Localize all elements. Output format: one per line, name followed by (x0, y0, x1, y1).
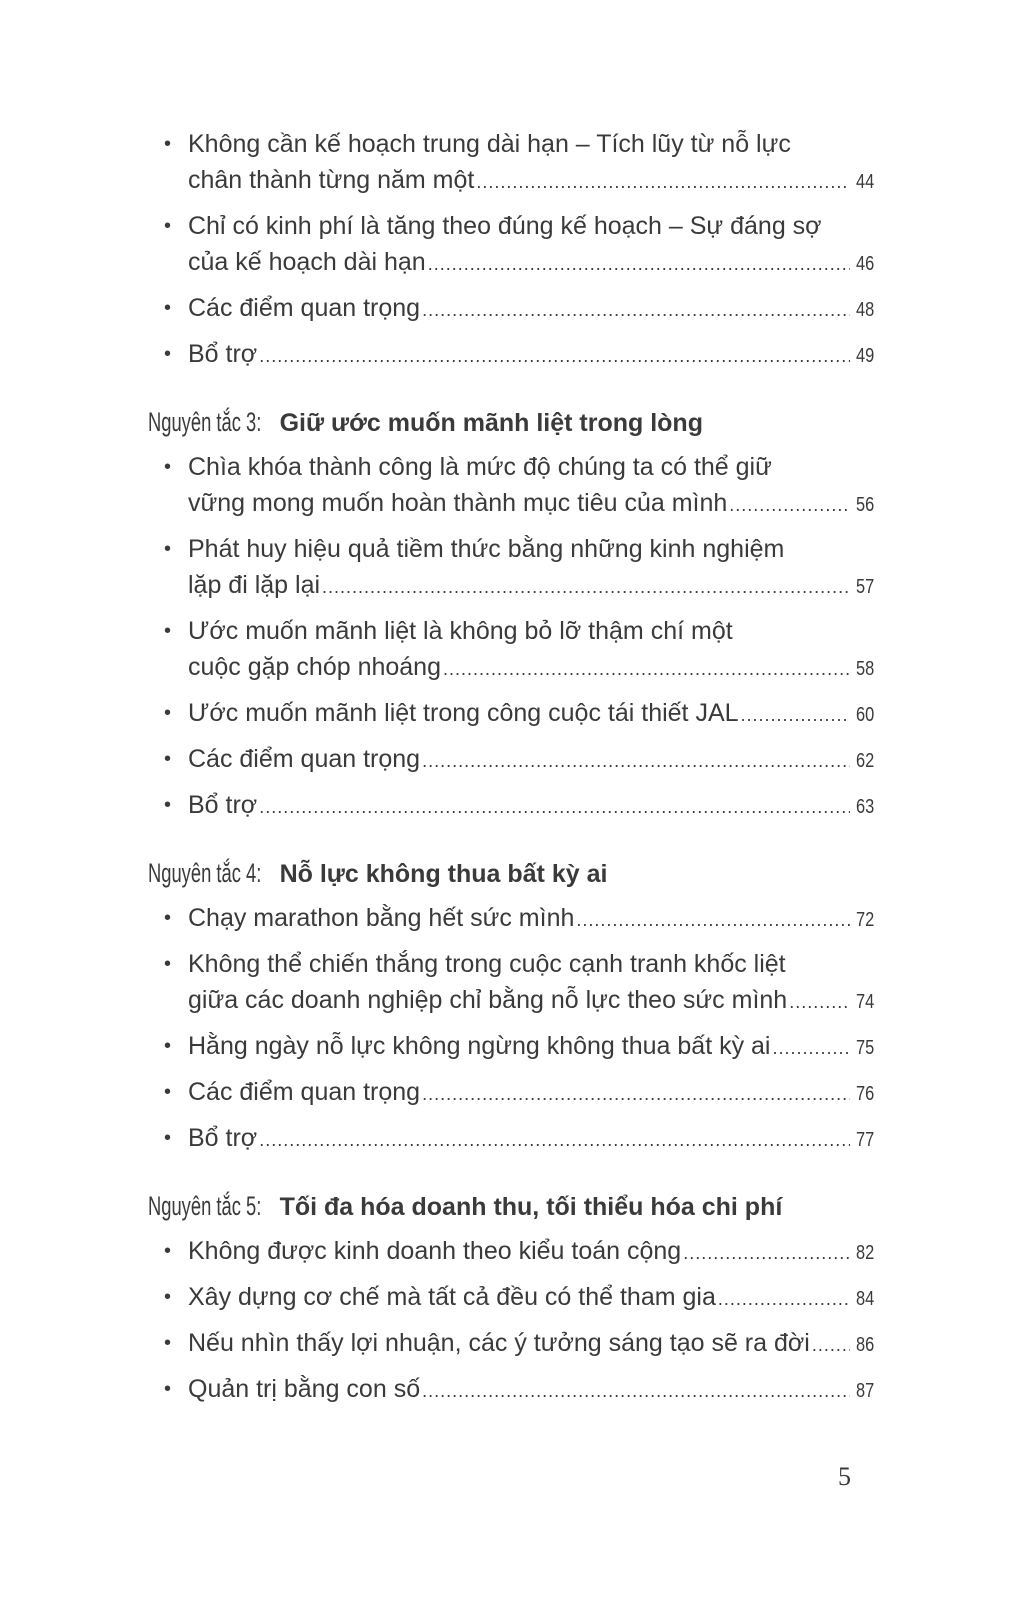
toc-entry[interactable] (148, 1074, 874, 1112)
toc-entry[interactable] (148, 1120, 874, 1158)
bullet-icon: • (164, 343, 172, 365)
section-prefix: Nguyên tắc 5: (148, 1191, 262, 1221)
entry-title-line: Không được kinh doanh theo kiểu toán cộng (188, 1237, 682, 1265)
entry-title-line: lặp đi lặp lại (188, 571, 321, 599)
bullet-icon: • (164, 538, 172, 560)
dot-leader (812, 1327, 850, 1363)
dot-leader (422, 743, 850, 779)
entry-page-number: 44 (855, 171, 874, 193)
entry-page-number: 48 (855, 299, 874, 321)
dot-leader (789, 984, 850, 1020)
entry-page-number: 74 (855, 991, 874, 1013)
section-heading (148, 404, 874, 441)
entry-title-line: Hằng ngày nỗ lực không ngừng không thua bất kỳ ai (188, 1032, 771, 1060)
toc-entry[interactable] (148, 695, 874, 733)
entry-page-number: 60 (855, 704, 874, 726)
entry-page-number: 75 (855, 1037, 874, 1059)
entry-title-line: Chạy marathon bằng hết sức mình (188, 904, 575, 932)
entry-title-line: của kế hoạch dài hạn (188, 248, 426, 276)
toc-entry[interactable] (148, 1279, 874, 1317)
toc-entry[interactable] (148, 126, 874, 200)
entry-title-line: Chìa khóa thành công là mức độ chúng ta có thể giữ (188, 453, 772, 481)
entry-title-line: Nếu nhìn thấy lợi nhuận, các ý tưởng sáng tạo sẽ ra đời (188, 1329, 810, 1357)
section-title: Nỗ lực không thua bất kỳ ai (279, 860, 608, 888)
entry-page-number: 49 (855, 345, 874, 367)
section-prefix: Nguyên tắc 4: (148, 858, 262, 888)
entry-page-number: 87 (855, 1380, 874, 1402)
toc-entry[interactable] (148, 336, 874, 374)
toc-entry[interactable] (148, 531, 874, 605)
bullet-icon: • (164, 748, 172, 770)
entry-title-line: giữa các doanh nghiệp chỉ bằng nỗ lực theo sức mình (188, 986, 788, 1014)
entry-title-line: chân thành từng năm một (188, 166, 475, 194)
bullet-icon: • (164, 1286, 172, 1308)
entry-title-line: vững mong muốn hoàn thành mục tiêu của mình (188, 489, 728, 517)
entry-title-line: Bổ trợ (188, 340, 258, 368)
toc-entry[interactable] (148, 449, 874, 523)
toc-entry[interactable] (148, 1028, 874, 1066)
toc-entry[interactable] (148, 613, 874, 687)
dot-leader (729, 487, 849, 523)
entry-page-number: 63 (855, 796, 874, 818)
entry-page-number: 86 (855, 1334, 874, 1356)
entry-page-number: 72 (855, 909, 874, 931)
section-heading (148, 855, 874, 892)
dot-leader (422, 1076, 850, 1112)
entry-page-number: 76 (855, 1083, 874, 1105)
entry-page-number: 46 (855, 253, 874, 275)
bullet-icon: • (164, 456, 172, 478)
entry-page-number: 56 (855, 494, 874, 516)
dot-leader (259, 789, 850, 825)
bullet-icon: • (164, 1035, 172, 1057)
entry-page-number: 82 (855, 1242, 874, 1264)
dot-leader (422, 292, 850, 328)
toc-entry[interactable] (148, 208, 874, 282)
entry-page-number: 58 (855, 658, 874, 680)
bullet-icon: • (164, 1378, 172, 1400)
toc-entry[interactable] (148, 741, 874, 779)
bullet-icon: • (164, 1332, 172, 1354)
dot-leader (476, 164, 849, 200)
entry-title-line: Chỉ có kinh phí là tăng theo đúng kế hoạch – Sự đáng sợ (188, 212, 822, 240)
dot-leader (259, 1122, 850, 1158)
dot-leader (741, 697, 850, 733)
dot-leader (422, 1373, 850, 1409)
entry-page-number: 77 (855, 1129, 874, 1151)
dot-leader (259, 338, 850, 374)
section-heading (148, 1188, 874, 1225)
dot-leader (443, 651, 850, 687)
entry-title-line: Ước muốn mãnh liệt trong công cuộc tái thiết JAL (188, 699, 739, 727)
toc-entry[interactable] (148, 1371, 874, 1409)
dot-leader (683, 1235, 850, 1271)
entry-title-line: cuộc gặp chóp nhoáng (188, 653, 441, 681)
toc-entry[interactable] (148, 787, 874, 825)
table-of-contents (148, 126, 874, 1417)
entry-title-line: Quản trị bằng con số (188, 1375, 421, 1403)
entry-title-line: Không thể chiến thắng trong cuộc cạnh tranh khốc liệt (188, 950, 786, 978)
dot-leader (322, 569, 850, 605)
entry-page-number: 62 (855, 750, 874, 772)
bullet-icon: • (164, 297, 172, 319)
entry-title-line: Ước muốn mãnh liệt là không bỏ lỡ thậm chí một (188, 617, 733, 645)
bullet-icon: • (164, 215, 172, 237)
bullet-icon: • (164, 620, 172, 642)
dot-leader (772, 1030, 849, 1066)
page-number: 5 (838, 1462, 851, 1491)
dot-leader (428, 246, 850, 282)
dot-leader (576, 902, 849, 938)
entry-title-line: Các điểm quan trọng (188, 294, 421, 322)
entry-title-line: Bổ trợ (188, 791, 258, 819)
toc-entry[interactable] (148, 290, 874, 328)
bullet-icon: • (164, 953, 172, 975)
section-title: Giữ ước muốn mãnh liệt trong lòng (279, 409, 703, 437)
bullet-icon: • (164, 1081, 172, 1103)
bullet-icon: • (164, 133, 172, 155)
bullet-icon: • (164, 1240, 172, 1262)
entry-page-number: 84 (855, 1288, 874, 1310)
bullet-icon: • (164, 1127, 172, 1149)
entry-title-line: Phát huy hiệu quả tiềm thức bằng những kinh nghiệm (188, 535, 785, 563)
toc-entry[interactable] (148, 1233, 874, 1271)
toc-entry[interactable] (148, 946, 874, 1020)
bullet-icon: • (164, 794, 172, 816)
entry-page-number: 57 (855, 576, 874, 598)
section-prefix: Nguyên tắc 3: (148, 407, 262, 437)
entry-title-line: Các điểm quan trọng (188, 745, 421, 773)
entry-title-line: Bổ trợ (188, 1124, 258, 1152)
toc-entry[interactable] (148, 1325, 874, 1363)
section-title: Tối đa hóa doanh thu, tối thiểu hóa chi phí (279, 1193, 783, 1221)
toc-entry[interactable] (148, 900, 874, 938)
entry-title-line: Các điểm quan trọng (188, 1078, 421, 1106)
bullet-icon: • (164, 702, 172, 724)
dot-leader (718, 1281, 850, 1317)
bullet-icon: • (164, 907, 172, 929)
entry-title-line: Không cần kế hoạch trung dài hạn – Tích lũy từ nỗ lực (188, 130, 791, 158)
entry-title-line: Xây dựng cơ chế mà tất cả đều có thể tham gia (188, 1283, 716, 1311)
